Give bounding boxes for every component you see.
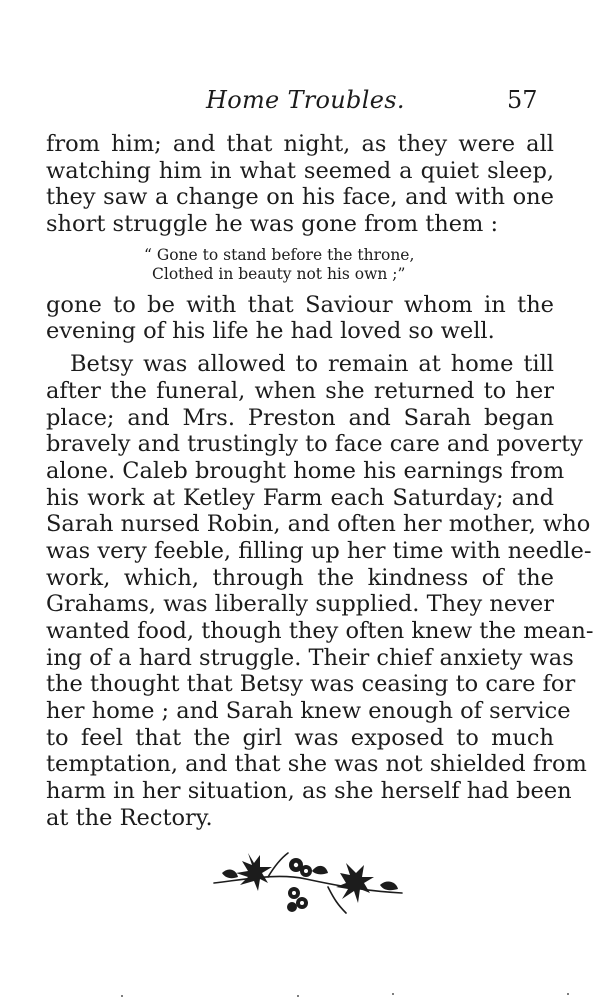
text-line: from him; and that night, as they were all	[46, 131, 554, 157]
paragraph-after-quote	[46, 292, 554, 345]
text-line: Betsy was allowed to remain at home till	[70, 351, 554, 378]
text-line: Sarah nursed Robin, and often her mother, who	[46, 511, 591, 538]
running-title: Home Troubles.	[206, 86, 405, 114]
text-line: her home ; and Sarah knew enough of service	[46, 698, 571, 725]
text-line: place; and Mrs. Preston and Sarah began	[46, 404, 554, 431]
paragraph-betsy	[46, 351, 594, 831]
text-line: at the Rectory.	[46, 804, 213, 831]
text-line: evening of his life he had loved so well.	[46, 318, 495, 345]
text-line: wanted food, though they often knew the mean-	[46, 618, 594, 644]
page-number: 57	[507, 86, 538, 114]
text-line: work, which, through the kindness of the	[46, 564, 554, 591]
text-line: to feel that the girl was exposed to much	[46, 724, 554, 751]
quote-line: “ Gone to stand before the throne,	[144, 245, 415, 264]
running-head	[0, 86, 607, 118]
paper-speck	[121, 995, 123, 997]
text-line: they saw a change on his face, and with one	[46, 184, 554, 211]
body-text	[46, 131, 594, 832]
text-line: watching him in what seemed a quiet sleep,	[46, 157, 554, 184]
text-line: his work at Ketley Farm each Saturday; and	[46, 484, 554, 511]
text-line: ing of a hard struggle. Their chief anxiety was	[46, 644, 574, 671]
floral-vignette-icon	[208, 843, 408, 923]
paper-speck	[392, 993, 394, 995]
text-line: the thought that Betsy was ceasing to care for	[46, 671, 576, 698]
paper-speck	[567, 993, 569, 995]
text-line: short struggle he was gone from them :	[46, 211, 499, 238]
text-line: gone to be with that Saviour whom in the	[46, 291, 554, 318]
quote-line: Clothed in beauty not his own ;”	[152, 264, 406, 283]
text-line: temptation, and that she was not shielded from	[46, 751, 587, 778]
text-line: bravely and trustingly to face care and poverty	[46, 431, 583, 458]
text-line: after the funeral, when she returned to her	[46, 377, 554, 404]
text-line: Grahams, was liberally supplied. They never	[46, 591, 554, 618]
text-line: alone. Caleb brought home his earnings from	[46, 457, 565, 484]
hymn-quote	[46, 246, 554, 284]
text-line: harm in her situation, as she herself had been	[46, 778, 572, 805]
paragraph-continuation	[46, 131, 554, 238]
text-line: was very feeble, filling up her time with needle-	[46, 537, 592, 564]
paper-speck	[297, 995, 299, 997]
